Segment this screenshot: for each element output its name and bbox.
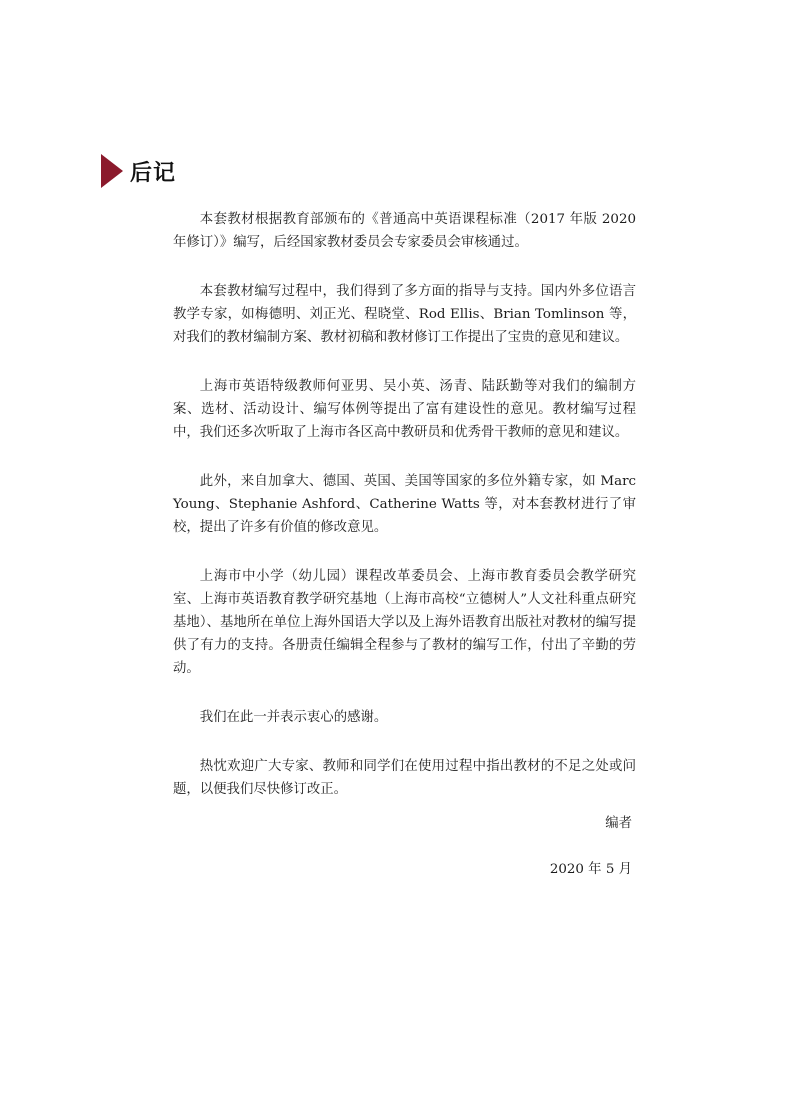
afterword-heading	[101, 153, 176, 189]
paragraph-4: 此外，来自加拿大、德国、英国、美国等国家的多位外籍专家，如 Marc Young、Stephanie Ashford、Catherine Watts 等，对本套教材进行了审校，提出了许多有价值的修改意见。	[173, 474, 636, 535]
signature-block	[550, 812, 632, 881]
signature-author: 编者	[605, 816, 632, 831]
afterword-body	[173, 208, 636, 827]
paragraph-1: 本套教材根据教育部颁布的《普通高中英语课程标准（2017 年版 2020 年修订）》编写，后经国家教材委员会专家委员会审核通过。	[173, 212, 636, 250]
paragraph-5: 上海市中小学（幼儿园）课程改革委员会、上海市教育委员会教学研究室、上海市英语教育教学研究基地（上海市高校“立德树人”人文社科重点研究基地）、基地所在单位上海外国语大学以及上海外语教育出版社对教材的编写提供了有力的支持。各册责任编辑全程参与了教材的编写工作，付出了辛勤的劳动。	[173, 569, 636, 676]
paragraph-2: 本套教材编写过程中，我们得到了多方面的指导与支持。国内外多位语言教学专家，如梅德明、刘正光、程晓堂、Rod Ellis、Brian Tomlinson 等，对我们的教材编制方案、教材初稿和教材修订工作提出了宝贵的意见和建议。	[173, 284, 636, 345]
paragraph-6: 我们在此一并表示衷心的感谢。	[199, 710, 388, 725]
paragraph-7: 热忱欢迎广大专家、教师和同学们在使用过程中指出教材的不足之处或问题，以便我们尽快修订改正。	[173, 759, 636, 797]
page-title: 后记	[130, 160, 177, 186]
triangle-marker-icon	[101, 154, 123, 188]
paragraph-3: 上海市英语特级教师何亚男、吴小英、汤青、陆跃勤等对我们的编制方案、选材、活动设计、编写体例等提出了富有建设性的意见。教材编写过程中，我们还多次听取了上海市各区高中教研员和优秀骨干教师的意见和建议。	[173, 379, 636, 440]
signature-date: 2020 年 5 月	[549, 862, 632, 877]
